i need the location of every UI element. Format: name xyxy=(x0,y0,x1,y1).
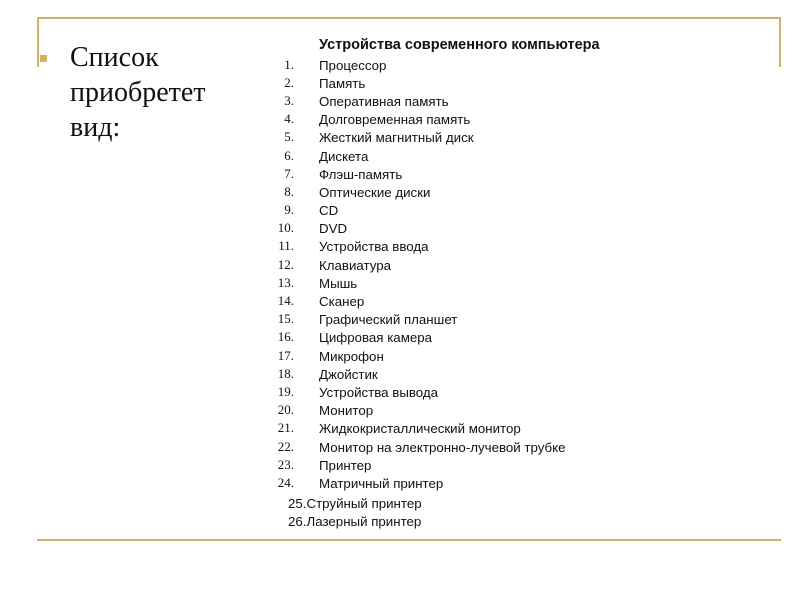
list-item xyxy=(268,147,369,165)
list-item-number: 24. xyxy=(277,475,294,490)
list-item-number: 1. xyxy=(284,57,294,72)
list-item-number: 9. xyxy=(284,202,294,217)
list-item-label: Оптические диски xyxy=(319,184,431,200)
list-item-label: Матричный принтер xyxy=(319,475,444,491)
list-item xyxy=(268,310,458,328)
list-item-number: 13. xyxy=(277,275,294,290)
list-item-label: Графический планшет xyxy=(319,311,458,327)
list-item xyxy=(268,438,566,456)
list-item-label: Жесткий магнитный диск xyxy=(319,129,474,145)
list-item xyxy=(268,237,429,255)
list-item-number: 21. xyxy=(277,420,294,435)
list-item xyxy=(268,74,366,92)
list-item-label: Микрофон xyxy=(319,348,384,364)
list-item-number: 2. xyxy=(284,75,294,90)
list-item xyxy=(268,128,474,146)
list-item-label: Дискета xyxy=(319,148,369,164)
list-item-label: Цифровая камера xyxy=(319,329,433,345)
list-item-number: 22. xyxy=(277,439,294,454)
list-item-label: Монитор на электронно-лучевой трубке xyxy=(319,439,566,455)
list-item-number: 16. xyxy=(277,329,294,344)
list-item-label: Устройства вывода xyxy=(319,384,439,400)
list-item xyxy=(268,456,372,474)
list-item-trailing: 25.Струйный принтер xyxy=(288,496,422,511)
list-item-number: 3. xyxy=(284,93,294,108)
list-item xyxy=(268,219,348,237)
list-item xyxy=(268,56,387,74)
list-item-label: Сканер xyxy=(319,293,365,309)
list-item xyxy=(268,256,392,274)
list-item-number: 17. xyxy=(277,348,294,363)
list-item xyxy=(268,110,471,128)
list-item xyxy=(268,328,433,346)
list-item-trailing: 26.Лазерный принтер xyxy=(288,514,422,529)
list-item xyxy=(268,365,378,383)
bullet-square-icon xyxy=(40,55,47,62)
slide-heading: Список приобретет вид: xyxy=(70,42,206,143)
list-item-label: Джойстик xyxy=(319,366,378,382)
list-item-number: 23. xyxy=(277,457,294,472)
list-item-number: 20. xyxy=(277,402,294,417)
list-item-number: 4. xyxy=(284,111,294,126)
list-item-number: 18. xyxy=(277,366,294,381)
list-item-label: Жидкокристаллический монитор xyxy=(319,420,521,436)
list-item-number: 8. xyxy=(284,184,294,199)
device-list-title: Устройства современного компьютера xyxy=(319,37,600,53)
list-item xyxy=(268,401,374,419)
list-item xyxy=(268,183,431,201)
list-item-label: Устройства ввода xyxy=(319,238,429,254)
list-item xyxy=(268,274,358,292)
frame-bottom-line xyxy=(37,539,781,541)
list-item-label: Долговременная память xyxy=(319,111,471,127)
list-item-label: Мышь xyxy=(319,275,358,291)
list-item-number: 15. xyxy=(277,311,294,326)
list-item-number: 11. xyxy=(278,238,294,253)
list-item-number: 12. xyxy=(277,257,294,272)
list-item-label: Оперативная память xyxy=(319,93,449,109)
list-item xyxy=(268,383,439,401)
list-item-label: Принтер xyxy=(319,457,372,473)
list-item xyxy=(268,474,444,492)
list-item-number: 7. xyxy=(284,166,294,181)
list-item-number: 5. xyxy=(284,129,294,144)
list-item-number: 19. xyxy=(277,384,294,399)
list-item-label: DVD xyxy=(319,220,348,236)
list-item xyxy=(268,201,339,219)
list-item xyxy=(268,419,521,437)
list-item xyxy=(268,165,403,183)
list-item-label: Процессор xyxy=(319,57,387,73)
list-item-label: Клавиатура xyxy=(319,257,392,273)
list-item xyxy=(268,292,365,310)
list-item-label: CD xyxy=(319,202,339,218)
list-item-label: Память xyxy=(319,75,366,91)
list-item xyxy=(268,92,449,110)
list-item-label: Флэш-память xyxy=(319,166,403,182)
list-item xyxy=(268,347,384,365)
frame-right-line xyxy=(779,17,781,67)
list-item-number: 14. xyxy=(277,293,294,308)
list-item-number: 10. xyxy=(277,220,294,235)
list-item-number: 6. xyxy=(284,148,294,163)
list-item-label: Монитор xyxy=(319,402,374,418)
frame-left-line xyxy=(37,17,39,67)
frame-top-line xyxy=(37,17,781,19)
